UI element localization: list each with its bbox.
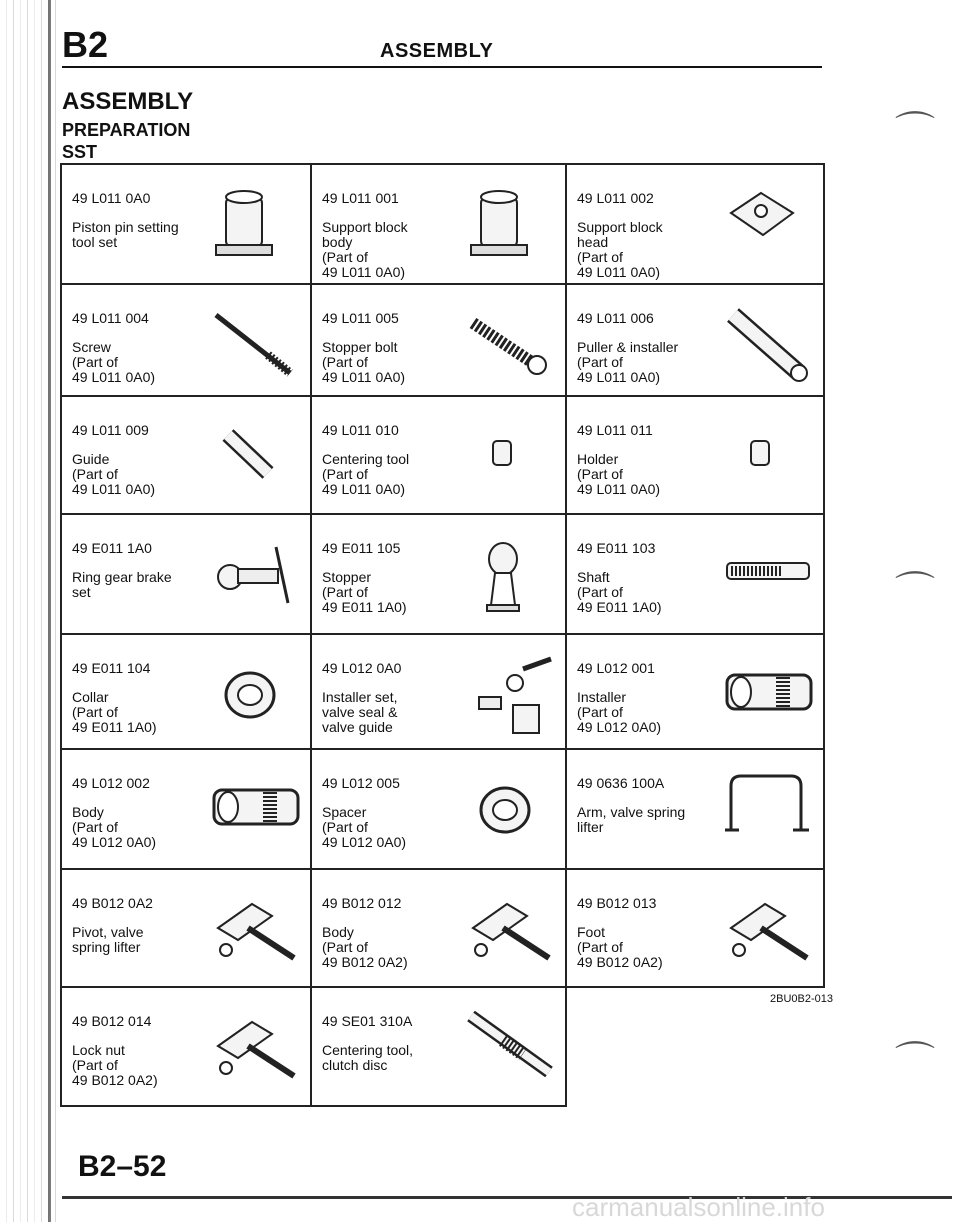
tool-name-line: Body — [72, 804, 104, 820]
tool-description — [577, 661, 661, 735]
tool-name-line: 49 L011 0A0) — [322, 481, 406, 497]
tool-description — [72, 423, 155, 497]
tool-description — [322, 776, 406, 850]
tool-description — [322, 191, 408, 280]
tool-name-line: 49 L012 0A0) — [72, 834, 157, 850]
tool-name-line: Shaft — [577, 569, 610, 585]
tool-name-line: tool set — [72, 234, 118, 250]
clutch-centering-tool-icon — [463, 1006, 555, 1088]
tool-name-line: (Part of — [577, 466, 623, 482]
support-block-head-icon — [721, 183, 813, 265]
tool-cell — [567, 515, 825, 635]
ring-gear-brake-icon — [208, 533, 300, 615]
tool-cell — [567, 750, 825, 870]
tool-description — [322, 541, 407, 615]
tool-name-line: Centering tool — [322, 451, 410, 467]
tool-name-line: Installer — [577, 689, 627, 705]
tool-name-line: clutch disc — [322, 1057, 388, 1073]
puller-installer-icon — [721, 303, 813, 385]
tool-cell — [312, 988, 567, 1107]
tool-name-line: valve guide — [322, 719, 393, 735]
tool-name-line: 49 B012 0A2) — [72, 1072, 158, 1088]
tool-name-line: Puller & installer — [577, 339, 679, 355]
tool-cell — [62, 285, 312, 397]
part-number: 49 L011 001 — [322, 190, 399, 206]
tool-name-line: (Part of — [577, 939, 623, 955]
tool-name-line: Piston pin setting — [72, 219, 179, 235]
tool-cell — [312, 870, 567, 988]
tool-name-line: (Part of — [72, 704, 118, 720]
tool-description — [322, 1014, 413, 1073]
tool-cell — [62, 397, 312, 515]
gutter-mark: ⌒ — [895, 110, 935, 154]
page-number: B2–52 — [78, 1150, 167, 1183]
table-left-border — [60, 165, 62, 1107]
part-number: 49 L011 0A0 — [72, 190, 151, 206]
tool-name-line: Stopper — [322, 569, 372, 585]
spacer-icon — [463, 768, 555, 850]
support-block-body-icon — [463, 183, 555, 265]
tool-description — [72, 311, 155, 385]
tool-name-line: (Part of — [577, 354, 623, 370]
holder-icon — [721, 415, 813, 497]
tool-name-line: (Part of — [577, 584, 623, 600]
tool-name-line: Foot — [577, 924, 606, 940]
tool-name-line: 49 L011 0A0) — [577, 369, 661, 385]
tool-name-line: Collar — [72, 689, 109, 705]
tool-description — [72, 541, 172, 600]
heading-preparation: PREPARATION — [62, 120, 191, 140]
part-number: 49 L011 006 — [577, 310, 654, 326]
tool-cell — [567, 397, 825, 515]
tool-cell — [62, 988, 312, 1107]
tool-cell — [312, 750, 567, 870]
tool-name-line: Arm, valve spring — [577, 804, 686, 820]
pivot-valve-spring-lifter-icon — [208, 888, 300, 970]
tool-name-line: Support block — [322, 219, 408, 235]
tool-cell — [567, 165, 825, 285]
stopper-icon — [463, 533, 555, 615]
tool-cell — [312, 635, 567, 750]
part-number: 49 B012 014 — [72, 1013, 152, 1029]
guide-icon — [208, 415, 300, 497]
tool-name-line: 49 B012 0A2) — [322, 954, 408, 970]
tool-name-line: (Part of — [72, 354, 118, 370]
tool-description — [577, 191, 663, 280]
tool-cell — [62, 515, 312, 635]
tool-name-line: 49 E011 1A0) — [72, 719, 157, 735]
tool-name-line: 49 L012 0A0) — [322, 834, 407, 850]
section-code: B2 — [62, 24, 109, 65]
tool-name-line: head — [577, 234, 609, 250]
table-top-border — [60, 163, 825, 165]
tool-name-line: spring lifter — [72, 939, 141, 955]
tool-name-line: Body — [322, 924, 354, 940]
heading-assembly: ASSEMBLY — [62, 88, 194, 115]
tool-name-line: (Part of — [72, 819, 118, 835]
tool-cell — [567, 870, 825, 988]
installer-set-icon — [463, 653, 555, 735]
tool-name-line: (Part of — [322, 939, 368, 955]
tool-name-line: (Part of — [322, 354, 368, 370]
tool-name-line: (Part of — [577, 704, 623, 720]
tool-description — [577, 423, 660, 497]
tool-name-line: Holder — [577, 451, 619, 467]
watermark: carmanualsonline.info — [572, 1192, 825, 1222]
header-title: ASSEMBLY — [380, 40, 494, 62]
figure-code: 2BU0B2-013 — [770, 993, 833, 1005]
tool-cell — [567, 285, 825, 397]
part-number: 49 B012 012 — [322, 895, 402, 911]
pivot-body-icon — [463, 888, 555, 970]
part-number: 49 L012 001 — [577, 660, 655, 676]
sst-table — [62, 165, 825, 1107]
tool-cell — [62, 870, 312, 988]
tool-description — [577, 541, 662, 615]
tool-cell — [62, 635, 312, 750]
tool-cell — [62, 750, 312, 870]
part-number: 49 L012 002 — [72, 775, 150, 791]
piston-pin-setting-tool-icon — [208, 183, 300, 265]
tool-description — [72, 661, 157, 735]
part-number: 49 L011 002 — [577, 190, 654, 206]
tool-name-line: (Part of — [322, 249, 368, 265]
tool-name-line: 49 L011 0A0) — [577, 481, 661, 497]
header-rule — [62, 66, 822, 68]
tool-name-line: 49 L011 0A0) — [72, 481, 156, 497]
tool-description — [577, 776, 685, 835]
tool-description — [322, 423, 409, 497]
part-number: 49 L011 005 — [322, 310, 399, 326]
tool-description — [322, 896, 408, 970]
part-number: 49 E011 1A0 — [72, 540, 152, 556]
tool-name-line: set — [72, 584, 91, 600]
body-icon — [208, 768, 300, 850]
heading-sst: SST — [62, 142, 98, 162]
tool-name-line: valve seal & — [322, 704, 398, 720]
tool-name-line: Pivot, valve — [72, 924, 144, 940]
part-number: 49 B012 013 — [577, 895, 657, 911]
tool-description — [577, 311, 678, 385]
foot-icon — [721, 888, 813, 970]
part-number: 49 L012 005 — [322, 775, 400, 791]
tool-name-line: 49 L011 0A0) — [322, 264, 406, 280]
tool-cell — [312, 165, 567, 285]
tool-description — [72, 1014, 158, 1088]
tool-name-line: Installer set, — [322, 689, 398, 705]
tool-description — [322, 661, 401, 735]
tool-description — [72, 896, 153, 955]
tool-cell — [312, 285, 567, 397]
gutter-mark: ⌒ — [895, 1040, 935, 1084]
tool-name-line: 49 L011 0A0) — [72, 369, 156, 385]
tool-name-line: Screw — [72, 339, 111, 355]
stopper-bolt-icon — [463, 303, 555, 385]
tool-cell — [62, 165, 312, 285]
part-number: 49 E011 103 — [577, 540, 656, 556]
centering-tool-icon — [463, 415, 555, 497]
tool-description — [72, 191, 179, 250]
tool-name-line: 49 E011 1A0) — [322, 599, 407, 615]
part-number: 49 E011 104 — [72, 660, 151, 676]
part-number: 49 L011 010 — [322, 422, 399, 438]
part-number: 49 B012 0A2 — [72, 895, 153, 911]
tool-name-line: Guide — [72, 451, 110, 467]
tool-name-line: (Part of — [322, 819, 368, 835]
part-number: 49 SE01 310A — [322, 1013, 413, 1029]
tool-name-line: (Part of — [577, 249, 623, 265]
tool-name-line: Support block — [577, 219, 663, 235]
screw-icon — [208, 303, 300, 385]
tool-name-line: Ring gear brake — [72, 569, 172, 585]
binding-shadow — [48, 0, 51, 1222]
tool-name-line: 49 L012 0A0) — [577, 719, 662, 735]
part-number: 49 0636 100A — [577, 775, 665, 791]
part-number: 49 L011 011 — [577, 422, 653, 438]
lock-nut-icon — [208, 1006, 300, 1088]
tool-description — [577, 896, 663, 970]
tool-cell — [567, 635, 825, 750]
part-number: 49 L011 009 — [72, 422, 149, 438]
gutter-mark: ⌒ — [895, 570, 935, 614]
tool-name-line: 49 E011 1A0) — [577, 599, 662, 615]
tool-name-line: Stopper bolt — [322, 339, 398, 355]
collar-icon — [208, 653, 300, 735]
tool-cell — [312, 515, 567, 635]
tool-description — [322, 311, 405, 385]
tool-name-line: lifter — [577, 819, 604, 835]
tool-name-line: 49 B012 0A2) — [577, 954, 663, 970]
tool-name-line: body — [322, 234, 353, 250]
tool-cell — [312, 397, 567, 515]
tool-name-line: 49 L011 0A0) — [577, 264, 661, 280]
tool-name-line: Spacer — [322, 804, 367, 820]
tool-name-line: (Part of — [72, 466, 118, 482]
part-number: 49 E011 105 — [322, 540, 401, 556]
tool-name-line: (Part of — [322, 466, 368, 482]
part-number: 49 L011 004 — [72, 310, 149, 326]
part-number: 49 L012 0A0 — [322, 660, 402, 676]
tool-name-line: Lock nut — [72, 1042, 125, 1058]
tool-name-line: (Part of — [322, 584, 368, 600]
scan-edge — [0, 0, 62, 1222]
tool-description — [72, 776, 156, 850]
shaft-icon — [721, 533, 813, 615]
installer-icon — [721, 653, 813, 735]
tool-name-line: 49 L011 0A0) — [322, 369, 406, 385]
tool-name-line: Centering tool, — [322, 1042, 414, 1058]
tool-name-line: (Part of — [72, 1057, 118, 1073]
valve-spring-lifter-arm-icon — [721, 768, 813, 850]
